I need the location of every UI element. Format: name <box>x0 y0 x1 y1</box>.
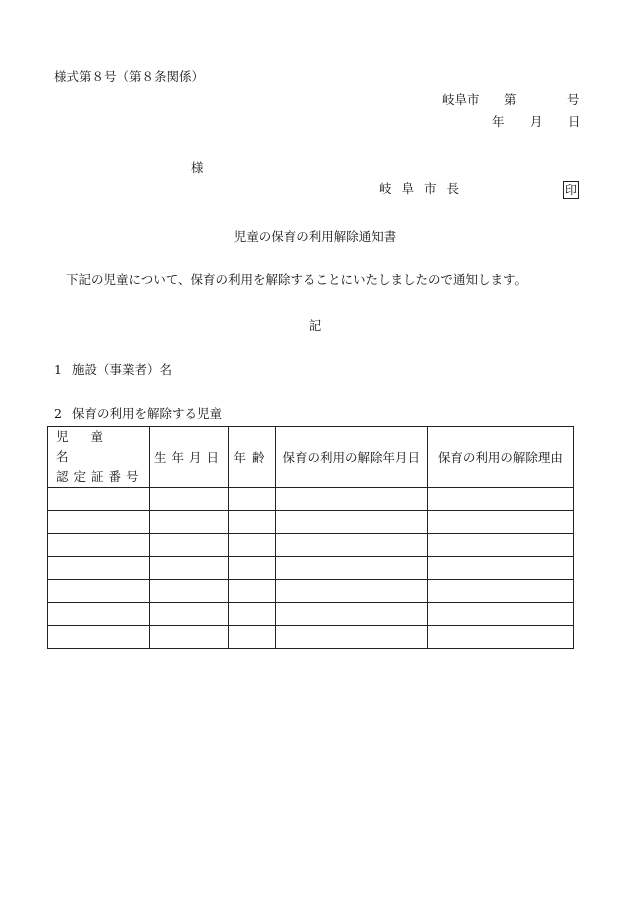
table-cell <box>229 488 275 511</box>
issuer-dai: 第 <box>504 92 517 107</box>
issuer-city: 岐阜市 <box>442 92 480 107</box>
header-birthdate: 生年月日 <box>149 427 229 488</box>
table-row <box>48 557 574 580</box>
table-cell <box>427 603 573 626</box>
form-number: 様式第８号（第８条関係） <box>54 69 205 84</box>
table-cell <box>275 626 427 649</box>
header-cancel-date: 保育の利用の解除年月日 <box>275 427 427 488</box>
table-cell <box>275 511 427 534</box>
issuer-gou: 号 <box>567 92 580 107</box>
table-cell <box>275 603 427 626</box>
table-cell <box>149 580 229 603</box>
document-title: 児童の保育の利用解除通知書 <box>233 229 397 244</box>
table-cell <box>275 488 427 511</box>
item-facility <box>54 364 172 377</box>
table-cell <box>149 511 229 534</box>
table-cell <box>48 488 150 511</box>
table-cell <box>149 488 229 511</box>
table-cell <box>229 626 275 649</box>
table-row <box>48 534 574 557</box>
item-number: 1 <box>54 362 62 377</box>
children-table <box>47 426 574 649</box>
table-cell <box>48 534 150 557</box>
date-year: 年 <box>492 114 505 129</box>
table-cell <box>229 534 275 557</box>
table-row <box>48 488 574 511</box>
table-cell <box>275 534 427 557</box>
item-label: 保育の利用を解除する児童 <box>72 406 223 421</box>
mayor-title: 岐阜市長 <box>379 181 470 196</box>
table-cell <box>149 603 229 626</box>
table-cell <box>275 557 427 580</box>
table-cell <box>48 626 150 649</box>
header-cancel-reason: 保育の利用の解除理由 <box>427 427 573 488</box>
table-row <box>48 626 574 649</box>
addressee: 様 <box>191 160 204 175</box>
seal-mark: 印 <box>564 183 577 197</box>
header-child-id <box>48 427 150 488</box>
date-day: 日 <box>568 114 581 129</box>
ki-heading: 記 <box>308 318 322 333</box>
table-cell <box>48 603 150 626</box>
table-cell <box>149 557 229 580</box>
table-row <box>48 603 574 626</box>
body-text: 下記の児童について、保育の利用を解除することにいたしましたので通知します。 <box>66 272 528 287</box>
table-cell <box>48 557 150 580</box>
header-age: 年齢 <box>229 427 275 488</box>
header-cert-number: 認定証番号 <box>56 469 144 484</box>
table-cell <box>229 557 275 580</box>
table-cell <box>149 534 229 557</box>
table-row <box>48 580 574 603</box>
table-header-row <box>48 427 574 488</box>
table-cell <box>48 580 150 603</box>
table-cell <box>427 580 573 603</box>
table-cell <box>229 603 275 626</box>
table-cell <box>229 580 275 603</box>
table-cell <box>229 511 275 534</box>
item-number: 2 <box>54 406 62 421</box>
table-cell <box>149 626 229 649</box>
item-label: 施設（事業者）名 <box>72 362 173 377</box>
table-cell <box>427 534 573 557</box>
table-cell <box>427 511 573 534</box>
table-row <box>48 511 574 534</box>
header-child-name: 児童名 <box>56 429 126 464</box>
table-cell <box>48 511 150 534</box>
table-cell <box>427 557 573 580</box>
table-cell <box>275 580 427 603</box>
table-cell <box>427 626 573 649</box>
table-cell <box>427 488 573 511</box>
date-month: 月 <box>530 114 543 129</box>
item-children <box>54 408 222 421</box>
